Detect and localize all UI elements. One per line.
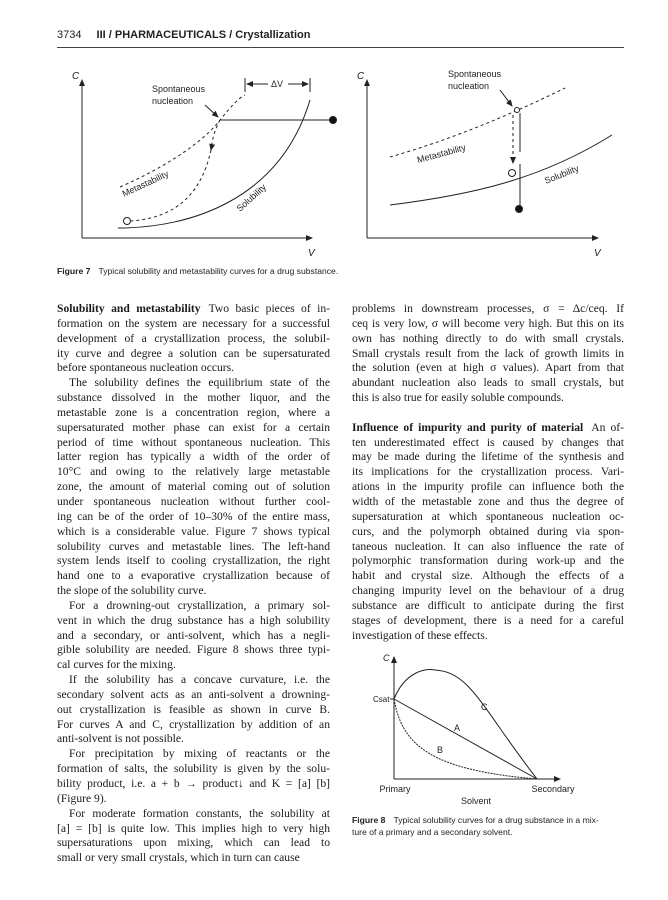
paragraph-line: own has nothing directly to do with small crystals. [352,331,624,345]
primary-label: Primary [379,784,411,794]
paragraph-line: substance are difficult to anticipate during the first [352,598,624,612]
solubility-label: Solubility [234,181,269,214]
paragraph-line: gible solubility are needed. Figure 8 shows three typi- [57,643,330,657]
paragraph-line: If the solubility has a concave curvature, i.e. the [69,673,330,687]
paragraph-line: [a] = [b] is quite low. This implies high to very high [57,821,330,835]
caption-label: Figure 8 [352,815,386,825]
paragraph-line: supersaturation at which spontaneous nucleation oc- [352,509,624,523]
nucleation-label: nucleation [152,96,194,106]
end-point [509,170,516,177]
paragraph-line: supersaturated mother phase can exist for a certain [57,420,330,434]
paragraph-line: problems in downstream processes, σ = Δc/ceq. If [352,302,624,315]
paragraph-line: substance dissolved in the mother liquor, and the [57,391,330,405]
page-number: 3734 [57,29,82,41]
paragraph-line: changing impurity level on the behaviour of a drug [352,584,624,598]
paragraph-line: 10°C and owing to the relatively large metastable [57,465,330,479]
paragraph-line: anti-solvent is not possible. [57,732,184,746]
paragraph-text: An of- [591,420,625,434]
section-heading: Influence of impurity and purity of material [352,420,584,434]
paragraph-line: Small crystals result from the lack of growth limits in [352,346,624,360]
curve-c [394,670,537,779]
secondary-label: Secondary [531,784,575,794]
paragraph-line: bility product, i.e. a + b → product↓ and K = [a] [b] [57,777,330,790]
paragraph-line: investigation of these effects. [352,628,488,642]
paragraph-line: For precipitation by mixing of reactants or the [69,747,330,761]
paragraph-line: development of a crystallization process, the solubil- [57,331,330,345]
nucleation-pointer [205,105,218,117]
caption-text: Typical solubility curves for a drug substance in a mix- [393,815,599,825]
paragraph-line: ing can be of the order of 10–30% of the entire mass, [57,509,330,523]
section-gap [352,406,624,421]
paragraph-line: period of time without spontaneous nucleation. This [57,435,330,449]
solubility-label: Solubility [543,163,581,186]
paragraph-text: Two basic pieces of in- [208,302,330,315]
curve-a [394,699,537,779]
paragraph-line: ity curve and degree a solution can be supersaturated [57,346,330,360]
paragraph-line: system lends itself to cooling crystallization, the right [57,554,330,568]
curve-b-label: B [437,745,444,755]
paragraph-line: under spontaneous nucleation without further cool- [57,494,330,508]
figure7-caption [57,265,338,277]
paragraph-line: hand one to a evaporative crystallization because of [57,569,330,583]
caption-label: Figure 7 [57,266,91,276]
figure8-caption [352,814,627,838]
right-column [352,302,624,643]
figure7-right-chart [367,80,612,238]
paragraph-line: For curves A and C, crystallization by addition of an [57,717,330,731]
paragraph-line: The solubility defines the equilibrium state of the [69,376,330,390]
paragraph-line: habit and crystal size. Although the effects of a [352,569,624,583]
nucleation-path [211,120,220,150]
left-column [57,302,330,866]
delta-v-label: ΔV [271,79,284,89]
paragraph-line: formation on the system are necessary for a successful [57,316,330,330]
paragraph-line: the solution (even at high σ values). Apart from that [352,361,624,375]
paragraph-line: small or very small crystals, which in turn can cause [57,851,300,865]
paragraph-line: out crystallization is feasible as shown in curve B. [57,702,330,716]
solvent-label: Solvent [460,796,492,806]
paragraph-line: and a secondary, or anti-solvent, which has a negli- [57,628,330,642]
paragraph-line: width of the metastable zone and thus the degree of [352,494,624,508]
paragraph-line: For a drowning-out crystallization, a primary sol- [69,598,330,612]
nucleation-point [515,108,520,113]
curve-a-label: A [454,723,461,733]
paragraph-line: solubility curves and metastable lines. The left-hand [57,539,330,553]
paragraph-line: stages of development, there is a need for a careful [352,613,624,627]
x-axis-label: V [308,248,315,259]
solubility-curve [118,100,310,228]
running-title: III / PHARMACEUTICALS / Crystallization [96,29,311,41]
csat-label: Csat [373,695,390,704]
metastability-label: Metastability [120,168,171,199]
paragraph-line: ten underestimated effect is caused by changes that [352,435,624,449]
paragraph-line: this is also true for easily soluble compounds. [352,391,564,405]
nucleation-label: nucleation [448,81,490,91]
paragraph-line: formation of salts, the solubility is given by the solu- [57,762,330,776]
nucleation-label: Spontaneous [448,69,502,79]
metastability-curve [390,88,565,157]
nucleation-pointer [500,90,512,106]
paragraph-line: supersaturations upon mixing, which can lead to [57,836,330,850]
paragraph-line: which is a considerable value. Figure 7 shows typical [57,524,330,538]
start-point [516,206,523,213]
paragraph-line: before spontaneous nucleation occurs. [57,361,235,375]
y-axis-label: C [383,653,390,663]
nucleation-label: Spontaneous [152,84,206,94]
paragraph-line: abundant nucleation also leads to small crystals, but [352,376,624,390]
paragraph-line: secondary solvent acts as an anti-solvent a drowning- [57,687,330,701]
paragraph-line: its implications for the crystallization process. Vari- [352,465,624,479]
start-point [330,117,337,124]
y-axis-label: C [357,71,365,82]
paragraph-line: latter region has typically a width of the order of [57,450,330,464]
paragraph-line: curs, and the polymorph obtained during via spon- [352,524,624,538]
paragraph-line: ceq is very low, σ will become very high. But this on its [352,316,624,330]
end-point [124,218,131,225]
y-axis-label: C [72,71,80,82]
x-axis-label: V [594,248,601,259]
caption-text: Typical solubility and metastability curves for a drug substance. [98,266,339,276]
curve-c-label: C [481,702,488,712]
paragraph-line: cal curves for the mixing. [57,658,176,672]
caption-text: ture of a primary and a secondary solvent. [352,827,513,837]
paragraph-line: ations in the impurity profile can influence both the [352,480,624,494]
paragraph-line: polymorphic transformation during work-up and the [352,554,624,568]
figure8-chart [390,657,560,779]
paragraph-line: the slope of the solubility curve. [57,584,207,598]
paragraph-line: metastable zone is a concentration region, where a [57,405,330,419]
paragraph-line: (Figure 9). [57,791,107,805]
metastability-label: Metastability [415,142,467,165]
section-heading: Solubility and metastability [57,302,201,315]
paragraph-line: zone, the amount of material coming out of solution [57,480,330,494]
paragraph-line: may be made during the lifetime of the synthesis and [352,450,624,464]
paragraph-line: taneous nucleation. It can also influence the rate of [352,539,624,553]
paragraph-line: For moderate formation constants, the solubility at [69,806,330,820]
paragraph-line: vent in which the drug substance has a high solubility [57,613,330,627]
metastability-curve [120,95,245,187]
paragraph-line [57,302,330,317]
figure7-left-chart [82,78,337,238]
paragraph-line [352,421,624,436]
